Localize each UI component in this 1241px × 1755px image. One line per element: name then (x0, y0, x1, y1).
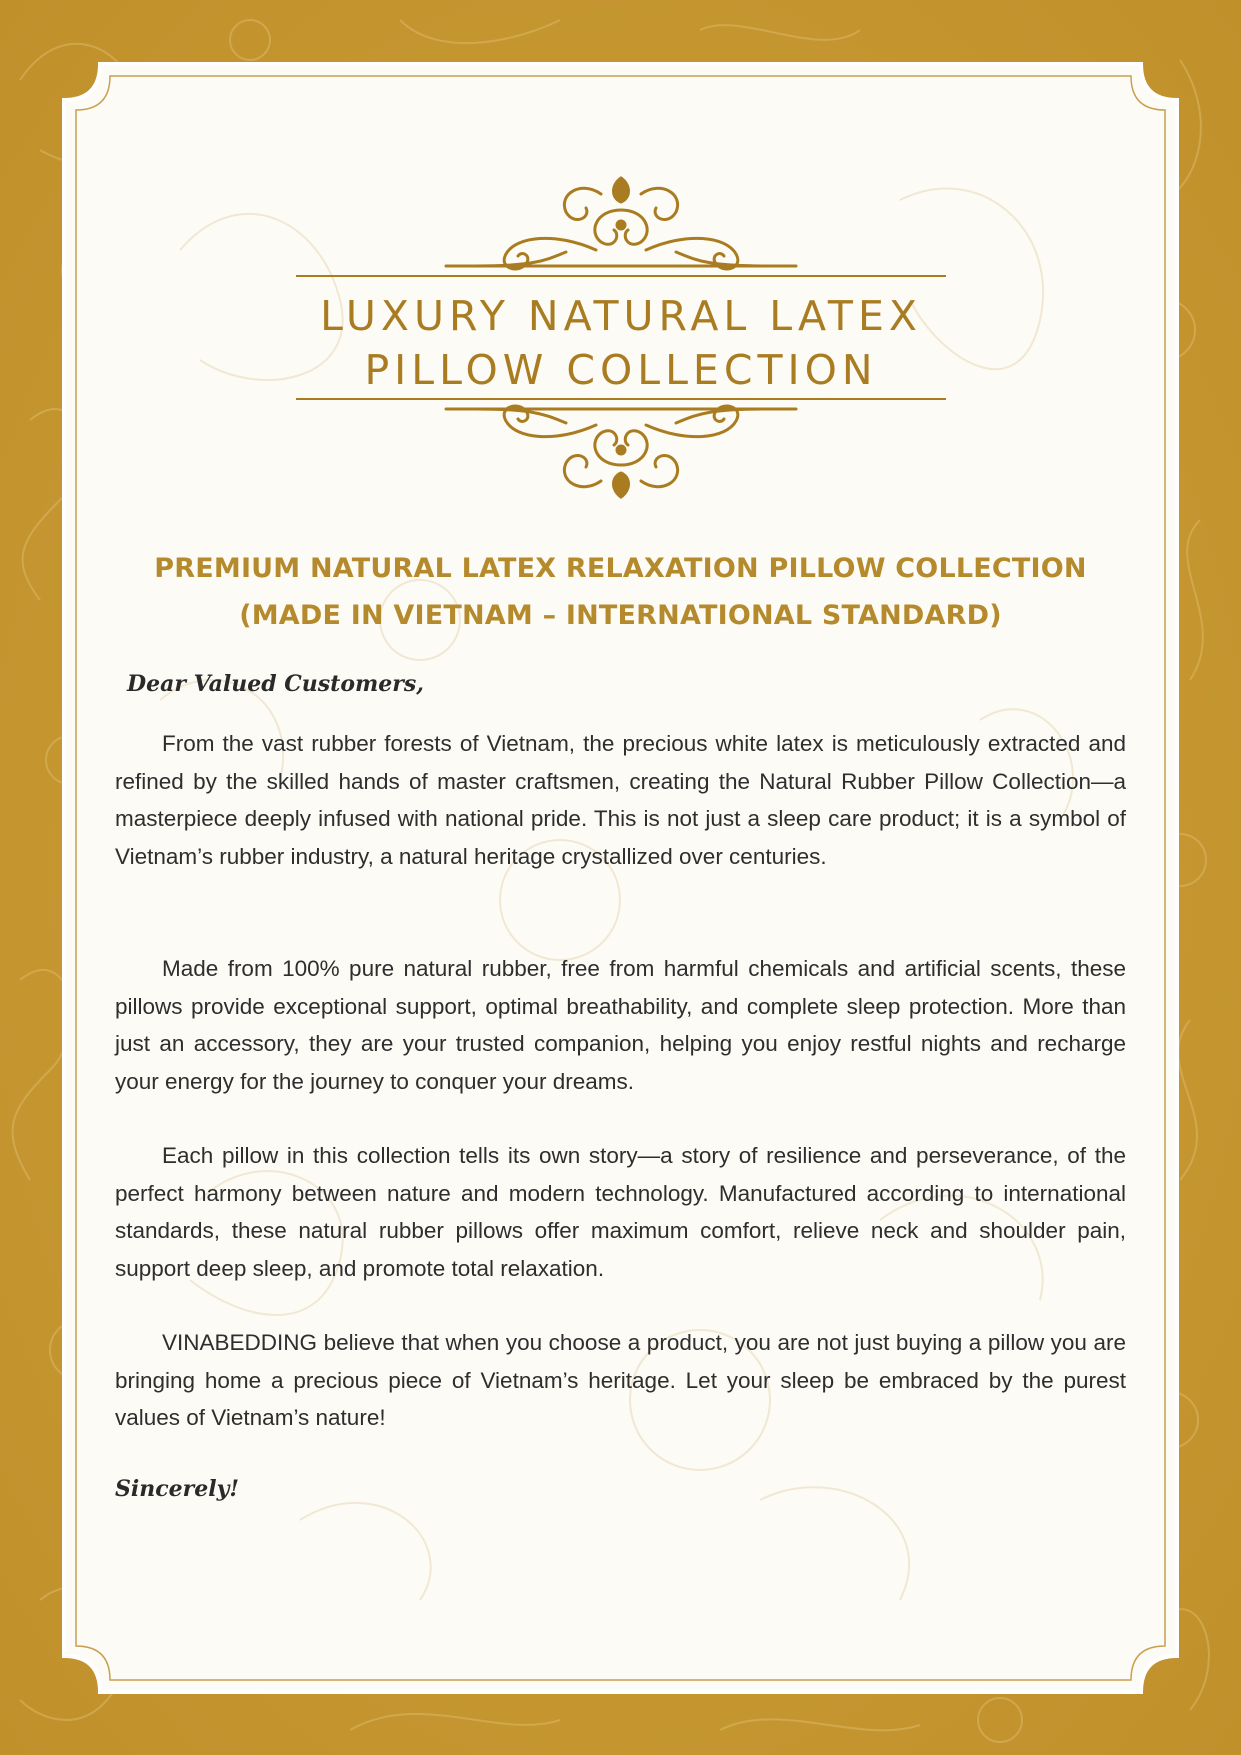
title-block (296, 170, 946, 510)
subtitle-line-2: (MADE IN VIETNAM – INTERNATIONAL STANDARD) (239, 600, 1002, 631)
subtitle-line-1: PREMIUM NATURAL LATEX RELAXATION PILLOW COLLECTION (154, 553, 1087, 584)
flourish-top-icon (296, 170, 946, 280)
paragraph-4: VINABEDDING believe that when you choose a product, you are not just buying a pillow you are bringing home a precious piece of Vietnam’s heritage. Let your sleep be embraced by the purest values of Vietnam’s nature! (115, 1330, 1126, 1430)
title-line-2: PILLOW COLLECTION (364, 346, 878, 394)
paragraph-2: Made from 100% pure natural rubber, free from harmful chemicals and artificial scents, these pillows provide exceptional support, optimal breathability, and complete sleep protection. More than just an accessory, they are your trusted companion, helping you enjoy restful nights and recharge your energy for the journey to conquer your dreams. (115, 956, 1126, 1094)
signoff: Sincerely! (115, 1476, 240, 1502)
title-line-1: LUXURY NATURAL LATEX (320, 292, 922, 340)
paragraph-1: From the vast rubber forests of Vietnam, the precious white latex is meticulously extracted and refined by the skilled hands of master craftsmen, creating the Natural Rubber Pillow Collection—a masterpiece deeply infused with national pride. This is not just a sleep care product; it is a symbol of Vietnam’s rubber industry, a natural heritage crystallized over centuries. (115, 731, 1126, 869)
greeting: Dear Valued Customers, (127, 671, 424, 697)
paragraph-3: Each pillow in this collection tells its own story—a story of resilience and perseverance, of the perfect harmony between nature and modern technology. Manufactured according to international standards, these natural rubber pillows offer maximum comfort, relieve neck and shoulder pain, support deep sleep, and promote total relaxation. (115, 1143, 1126, 1281)
flourish-bottom-icon (296, 395, 946, 510)
